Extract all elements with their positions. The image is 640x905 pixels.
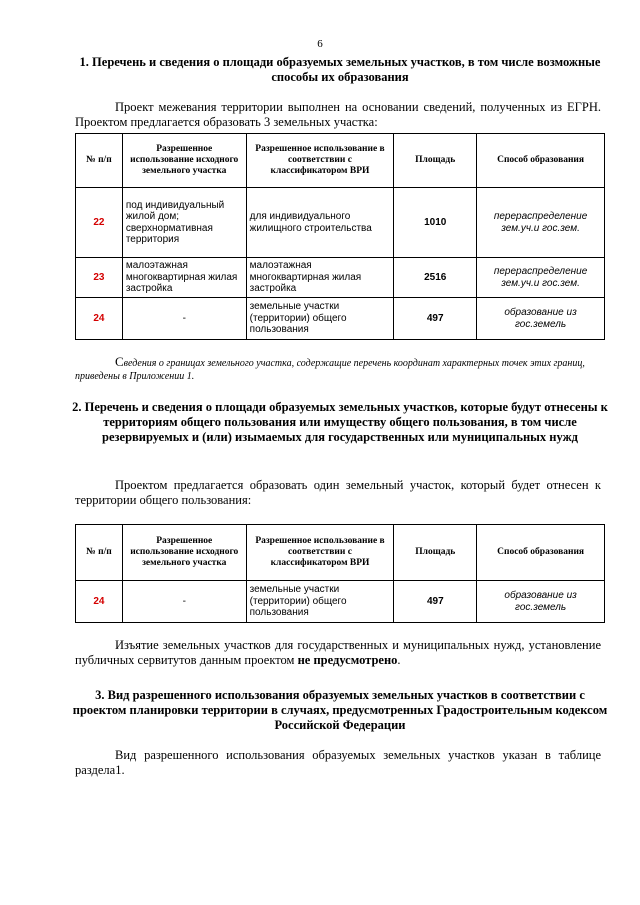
row-area: 2516: [394, 258, 477, 298]
col-header-num: № п/п: [76, 134, 123, 188]
row-orig-use: малоэтажная многоквартирная жилая застройка: [122, 258, 246, 298]
table-row: [76, 581, 605, 623]
row-orig-use: -: [122, 298, 246, 340]
row-num: 24: [76, 298, 123, 340]
row-area: 1010: [394, 188, 477, 258]
seizure-end: .: [397, 653, 401, 667]
row-vri-use: земельные участки (территории) общего пользования: [246, 298, 394, 340]
table-header-row: [76, 134, 605, 188]
col-header-method: Способ образования: [477, 134, 605, 188]
row-orig-use: под индивидуальный жилой дом; сверхнормативная территория: [122, 188, 246, 258]
col-header-num: № п/п: [76, 525, 123, 581]
table-header-row: [76, 525, 605, 581]
row-method: перераспределение зем.уч.и гос.зем.: [477, 188, 605, 258]
seizure-text: Изъятие земельных участков для государственных и муниципальных нужд, установление публичных сервитутов данным проектом: [75, 638, 601, 667]
row-area: 497: [394, 298, 477, 340]
section3-heading: 3. Вид разрешенного использования образуемых земельных участков в соответствии с проектом планировки территории в случаях, предусмотренных Градостроительным кодексом Российской Федерации: [72, 688, 608, 732]
row-orig-use: -: [122, 581, 246, 623]
table-row: [76, 188, 605, 258]
table-row: [76, 298, 605, 340]
col-header-area: Площадь: [394, 525, 477, 581]
table-row: [76, 258, 605, 298]
row-num: 23: [76, 258, 123, 298]
page-number: 6: [317, 38, 323, 50]
section1-heading: 1. Перечень и сведения о площади образуемых земельных участков, в том числе возможные способы их образования: [79, 55, 601, 84]
col-header-orig-use: Разрешенное использование исходного земельного участка: [122, 134, 246, 188]
seizure-bold: не предусмотрено: [297, 653, 398, 667]
section2-seizure-text: [75, 638, 601, 668]
section3-text: Вид разрешенного использования образуемых земельных участков указан в таблице раздела1.: [75, 748, 601, 777]
row-num: 24: [76, 581, 123, 623]
row-vri-use: малоэтажная многоквартирная жилая застройка: [246, 258, 394, 298]
row-method: образование из гос.земель: [477, 298, 605, 340]
section2-heading: 2. Перечень и сведения о площади образуемых земельных участков, которые будут отнесены к территориям общего пользования или имуществу общего пользования, в том числе резервируемых и (или) изымаемых для государственных или муниципальных нужд: [72, 400, 608, 444]
section2-intro: Проектом предлагается образовать один земельный участок, который будет отнесен к территории общего пользования:: [75, 478, 601, 507]
note-text: ведения о границах земельного участка, содержащие перечень координат характерных точек этих границ, приведены в Приложении 1.: [75, 358, 585, 382]
col-header-vri-use: Разрешенное использование в соответствии с классификатором ВРИ: [246, 525, 394, 581]
col-header-area: Площадь: [394, 134, 477, 188]
col-header-orig-use: Разрешенное использование исходного земельного участка: [122, 525, 246, 581]
row-num: 22: [76, 188, 123, 258]
row-method: образование из гос.земель: [477, 581, 605, 623]
section1-table: [75, 133, 605, 340]
section1-note: [75, 355, 601, 383]
col-header-method: Способ образования: [477, 525, 605, 581]
row-area: 497: [394, 581, 477, 623]
section2-table: [75, 524, 605, 623]
section1-intro: Проект межевания территории выполнен на основании сведений, полученных из ЕГРН. Проектом предлагается образовать 3 земельных участка:: [75, 100, 601, 129]
note-first-letter: С: [115, 354, 124, 369]
row-vri-use: для индивидуального жилищного строительства: [246, 188, 394, 258]
row-vri-use: земельные участки (территории) общего пользования: [246, 581, 394, 623]
col-header-vri-use: Разрешенное использование в соответствии с классификатором ВРИ: [246, 134, 394, 188]
row-method: перераспределение зем.уч.и гос.зем.: [477, 258, 605, 298]
